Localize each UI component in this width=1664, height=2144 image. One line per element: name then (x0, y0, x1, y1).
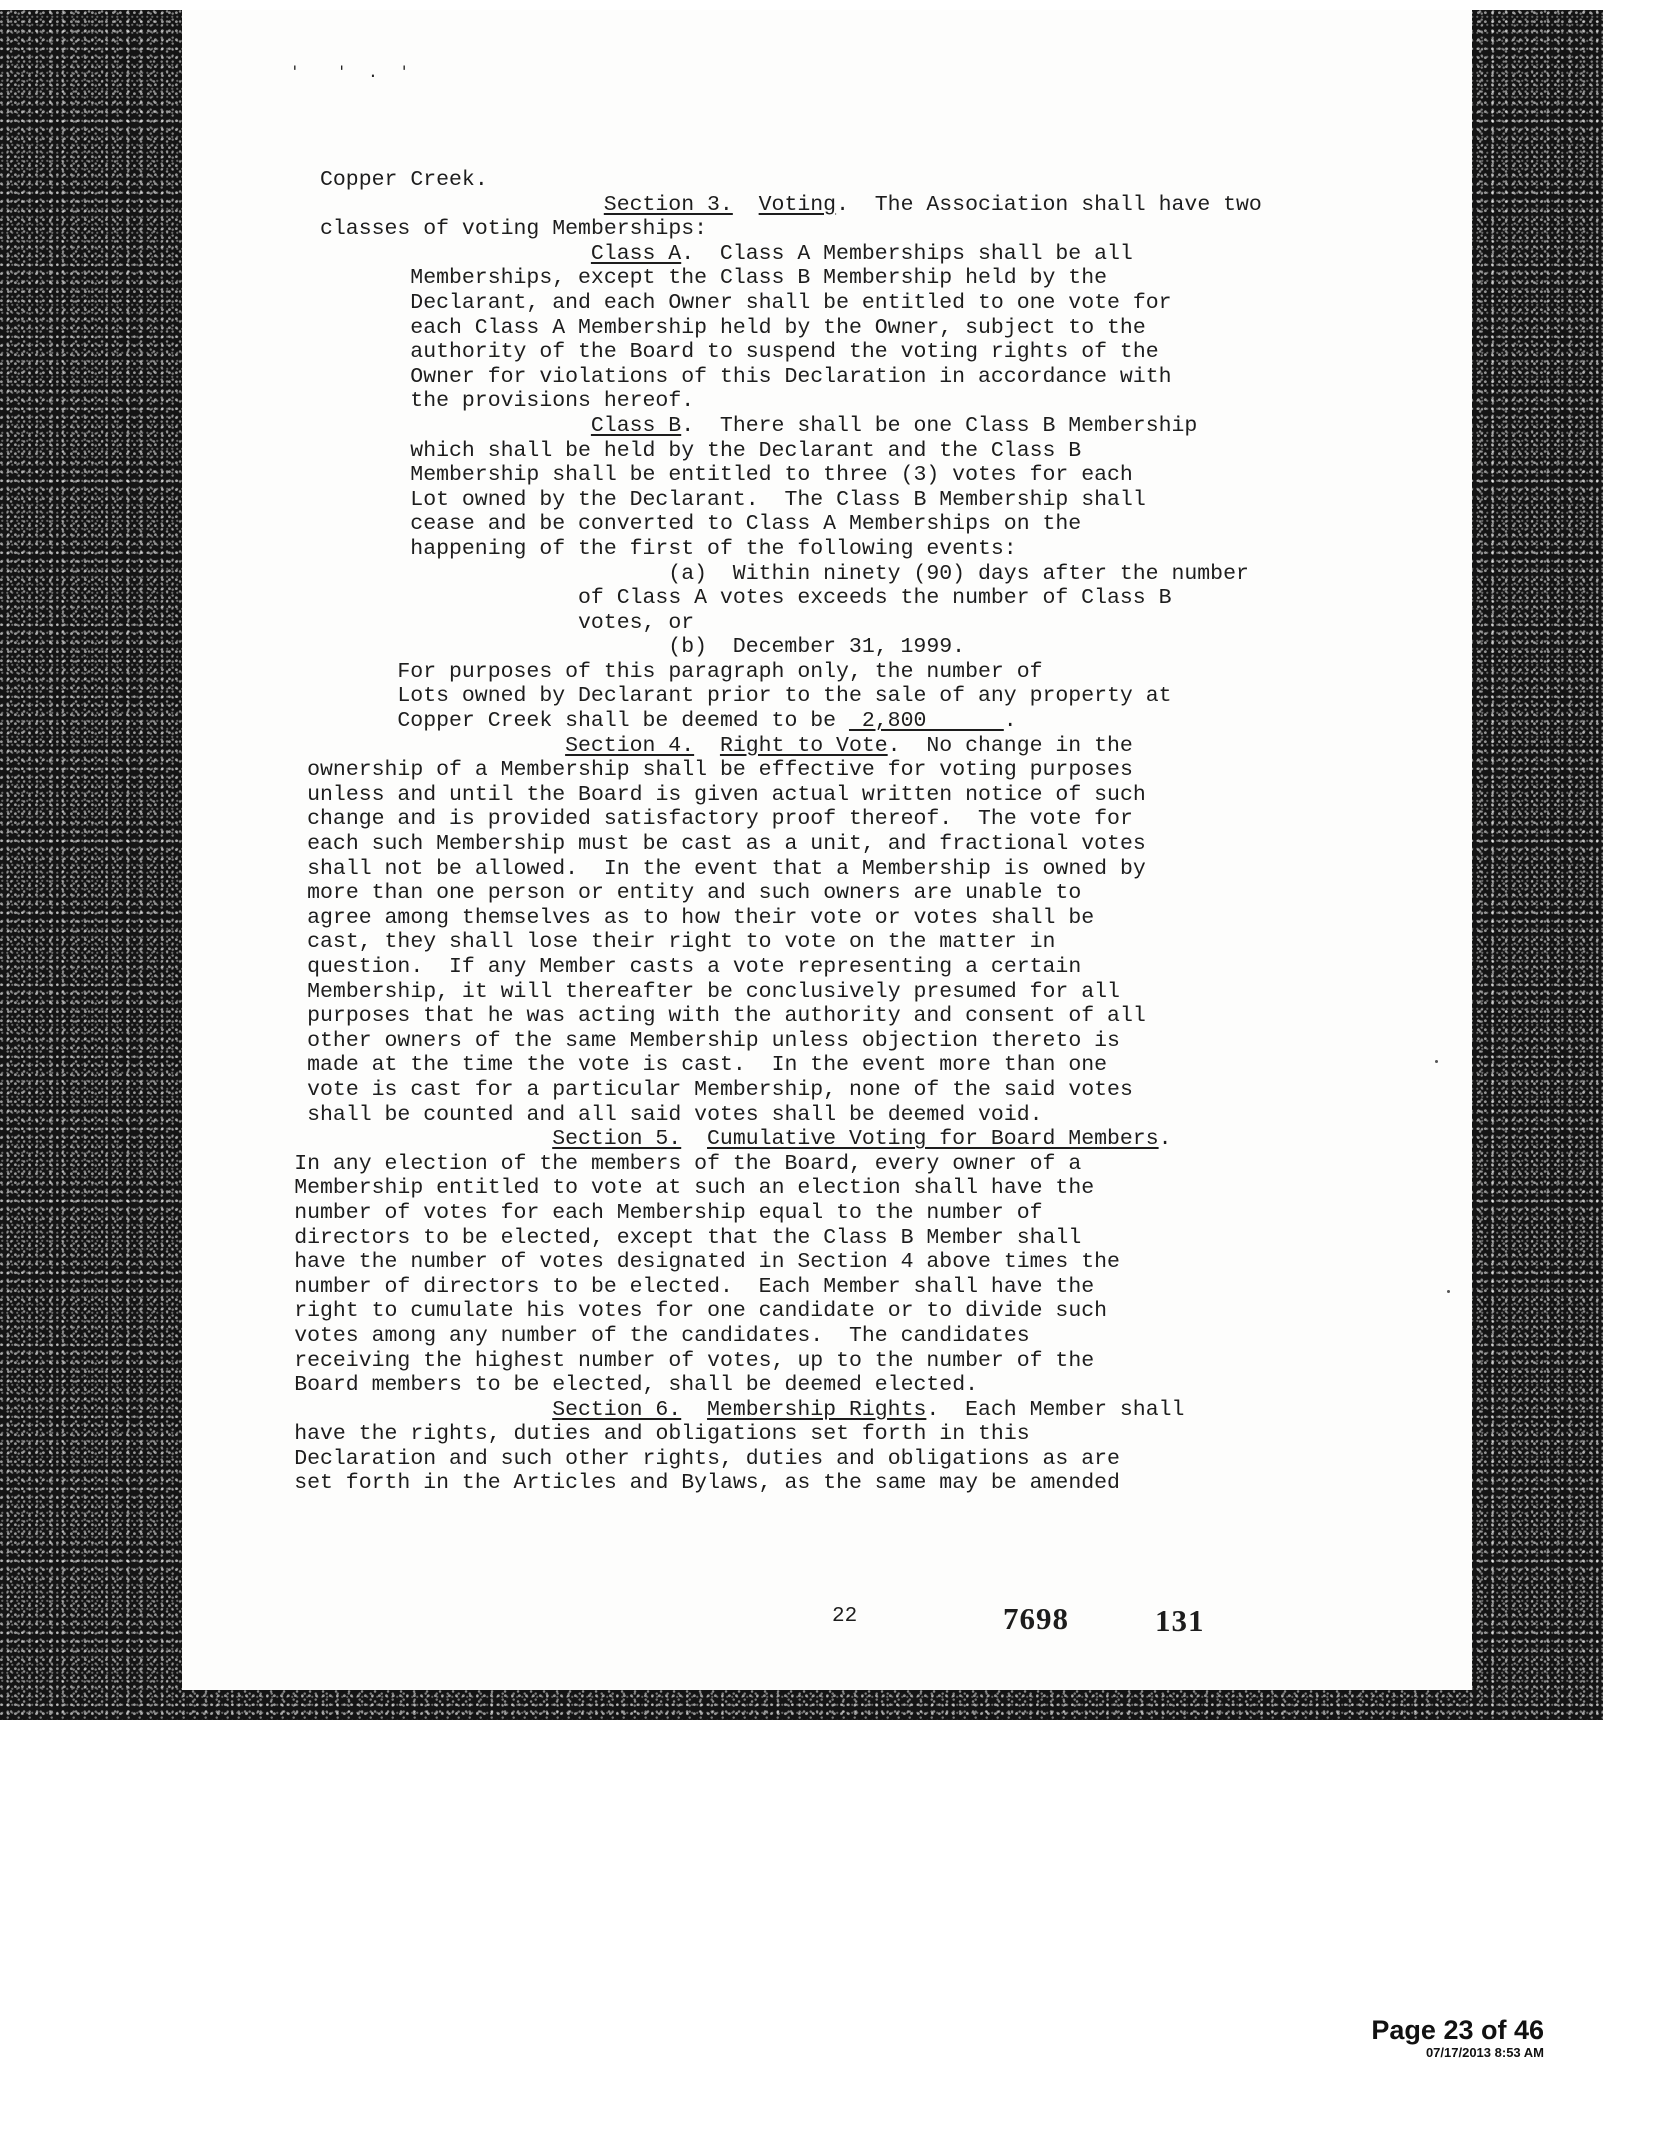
text-line (591, 242, 1430, 267)
text-run (681, 1127, 707, 1151)
text-line (397, 660, 1430, 685)
underlined-heading: 2,800 (848, 709, 1004, 734)
text-run: have the rights, duties and obligations set forth in this (294, 1422, 1030, 1447)
document-page-number: 22 (832, 1605, 858, 1628)
text-line (552, 1398, 1430, 1423)
text-run: Lots owned by Declarant prior to the sale of any property at (397, 684, 1172, 709)
text-run: of Class A votes exceeds the number of Class B (578, 586, 1172, 611)
text-line (320, 168, 1430, 193)
text-line (307, 1029, 1430, 1054)
scan-specks: ' ' . ' (290, 62, 416, 81)
text-run: each such Membership must be cast as a unit, and fractional votes (307, 832, 1146, 857)
recording-stamp-book: 7698 (1003, 1601, 1069, 1636)
text-line (307, 807, 1430, 832)
text-line (307, 1078, 1430, 1103)
text-line (565, 734, 1430, 759)
text-run: cease and be converted to Class A Memberships on the (410, 512, 1082, 537)
text-line (294, 1152, 1430, 1177)
text-run: shall not be allowed. In the event that a Membership is owned by (307, 856, 1146, 881)
text-run: change and is provided satisfactory proof thereof. The vote for (307, 807, 1133, 832)
text-run: other owners of the same Membership unless objection thereto is (307, 1028, 1120, 1053)
text-run: receiving the highest number of votes, up to the number of the (294, 1348, 1095, 1373)
text-line (397, 709, 1430, 734)
text-run: directors to be elected, except that the Class B Member shall (294, 1225, 1082, 1250)
text-line (307, 832, 1430, 857)
text-line (294, 1422, 1430, 1447)
text-line (307, 955, 1430, 980)
text-run: cast, they shall lose their right to vote on the matter in (307, 930, 1056, 955)
text-line (294, 1447, 1430, 1472)
underlined-heading: Voting (758, 192, 837, 217)
text-run: unless and until the Board is given actual written notice of such (307, 782, 1146, 807)
text-line (294, 1299, 1430, 1324)
text-run (681, 1398, 707, 1422)
text-line (410, 488, 1430, 513)
text-run: Membership entitled to vote at such an election shall have the (294, 1176, 1095, 1201)
text-line (410, 512, 1430, 537)
text-line (410, 365, 1430, 390)
text-line (307, 758, 1430, 783)
text-line (668, 635, 1430, 660)
stray-dot (1435, 1060, 1438, 1063)
text-run: . Each Member shall (926, 1397, 1185, 1422)
text-run: In any election of the members of the Board, every owner of a (294, 1151, 1082, 1176)
text-run: which shall be held by the Declarant and the Class B (410, 438, 1082, 463)
text-line (307, 783, 1430, 808)
text-line (307, 857, 1430, 882)
text-run: shall be counted and all said votes shall be deemed void. (307, 1102, 1043, 1127)
text-run: the provisions hereof. (410, 389, 695, 414)
text-line (307, 1004, 1430, 1029)
text-run: Memberships, except the Class B Membership held by the (410, 266, 1108, 291)
text-run: Board members to be elected, shall be deemed elected. (294, 1373, 979, 1398)
text-line (410, 389, 1430, 414)
underlined-heading: Class A (590, 241, 682, 266)
document-body (294, 168, 1430, 1496)
text-line (294, 1250, 1430, 1275)
text-line (397, 684, 1430, 709)
text-run: happening of the first of the following events: (410, 536, 1017, 561)
text-run: . No change in the (887, 733, 1133, 758)
text-run: votes among any number of the candidates. The candidates (294, 1323, 1030, 1348)
text-line (410, 266, 1430, 291)
underlined-heading: Cumulative Voting for Board Members (707, 1127, 1159, 1152)
underlined-heading: Membership Rights (707, 1397, 927, 1422)
print-timestamp: 07/17/2013 8:53 AM (1425, 2045, 1544, 2060)
text-run: number of votes for each Membership equal to the number of (294, 1200, 1043, 1225)
text-line (294, 1471, 1430, 1496)
text-line (578, 611, 1430, 636)
stray-dot (1447, 1290, 1450, 1293)
text-line (410, 439, 1430, 464)
text-line (410, 291, 1430, 316)
footer (1300, 2015, 1544, 2061)
text-run: Owner for violations of this Declaration in accordance with (410, 364, 1172, 389)
text-line (410, 340, 1430, 365)
text-run: Membership, it will thereafter be conclusively presumed for all (307, 979, 1120, 1004)
text-run: purposes that he was acting with the authority and consent of all (307, 1004, 1146, 1029)
text-run (694, 734, 720, 758)
text-run: . There shall be one Class B Membership (681, 413, 1198, 438)
text-run: Membership shall be entitled to three (3) votes for each (410, 463, 1133, 488)
text-run: set forth in the Articles and Bylaws, as the same may be amended (294, 1471, 1120, 1496)
text-run: . (1003, 709, 1017, 734)
text-line (307, 881, 1430, 906)
text-line (552, 1127, 1430, 1152)
text-run: Lot owned by the Declarant. The Class B Membership shall (410, 487, 1146, 512)
text-run (733, 193, 759, 217)
text-run: Copper Creek shall be deemed to be (397, 709, 849, 734)
text-run: ownership of a Membership shall be effective for voting purposes (307, 758, 1133, 783)
underlined-heading: Section 5. (552, 1127, 682, 1152)
text-line (668, 562, 1430, 587)
text-line (410, 537, 1430, 562)
underlined-heading: Section 6. (552, 1397, 682, 1422)
text-run: (a) Within ninety (90) days after the number (668, 561, 1249, 586)
text-run: more than one person or entity and such owners are unable to (307, 881, 1082, 906)
text-run: . (1158, 1127, 1172, 1152)
text-run: Declarant, and each Owner shall be entitled to one vote for (410, 290, 1172, 315)
text-run: question. If any Member casts a vote representing a certain (307, 955, 1082, 979)
text-line (294, 1226, 1430, 1251)
text-line (410, 316, 1430, 341)
text-line (294, 1373, 1430, 1398)
text-run: Declaration and such other rights, duties and obligations as are (294, 1446, 1120, 1471)
text-run: made at the time the vote is cast. In the event more than one (307, 1053, 1108, 1078)
text-line (591, 414, 1430, 439)
text-run: number of directors to be elected. Each Member shall have the (294, 1274, 1095, 1299)
text-run: Copper Creek. (320, 168, 488, 192)
text-line (307, 980, 1430, 1005)
text-line (294, 1201, 1430, 1226)
text-line (294, 1349, 1430, 1374)
text-run: . The Association shall have two (836, 192, 1262, 217)
text-run: authority of the Board to suspend the voting rights of the (410, 340, 1159, 365)
underlined-heading: Section 4. (565, 733, 695, 758)
text-line (294, 1324, 1430, 1349)
text-line (307, 1103, 1430, 1128)
recording-stamp-page: 131 (1155, 1603, 1205, 1638)
text-run: agree among themselves as to how their vote or votes shall be (307, 905, 1095, 930)
text-line (410, 463, 1430, 488)
underlined-heading: Right to Vote (719, 733, 888, 758)
text-run: right to cumulate his votes for one candidate or to divide such (294, 1299, 1108, 1324)
text-run: have the number of votes designated in Section 4 above times the (294, 1250, 1120, 1275)
text-run: classes of voting Memberships: (320, 217, 708, 242)
underlined-heading: Class B (590, 413, 682, 438)
text-line (604, 193, 1430, 218)
underlined-heading: Section 3. (603, 192, 733, 217)
text-run: (b) December 31, 1999. (668, 635, 966, 660)
text-line (307, 1053, 1430, 1078)
text-line (294, 1275, 1430, 1300)
text-line (307, 906, 1430, 931)
text-line (307, 930, 1430, 955)
text-line (294, 1176, 1430, 1201)
page-counter: Page 23 of 46 (1371, 2015, 1544, 2045)
text-line (578, 586, 1430, 611)
text-run: . Class A Memberships shall be all (681, 241, 1133, 266)
text-run: votes, or (578, 610, 695, 635)
text-run: For purposes of this paragraph only, the number of (397, 659, 1043, 684)
text-run: each Class A Membership held by the Owner, subject to the (410, 315, 1146, 340)
text-line (320, 217, 1430, 242)
text-run: vote is cast for a particular Membership, none of the said votes (307, 1077, 1133, 1102)
